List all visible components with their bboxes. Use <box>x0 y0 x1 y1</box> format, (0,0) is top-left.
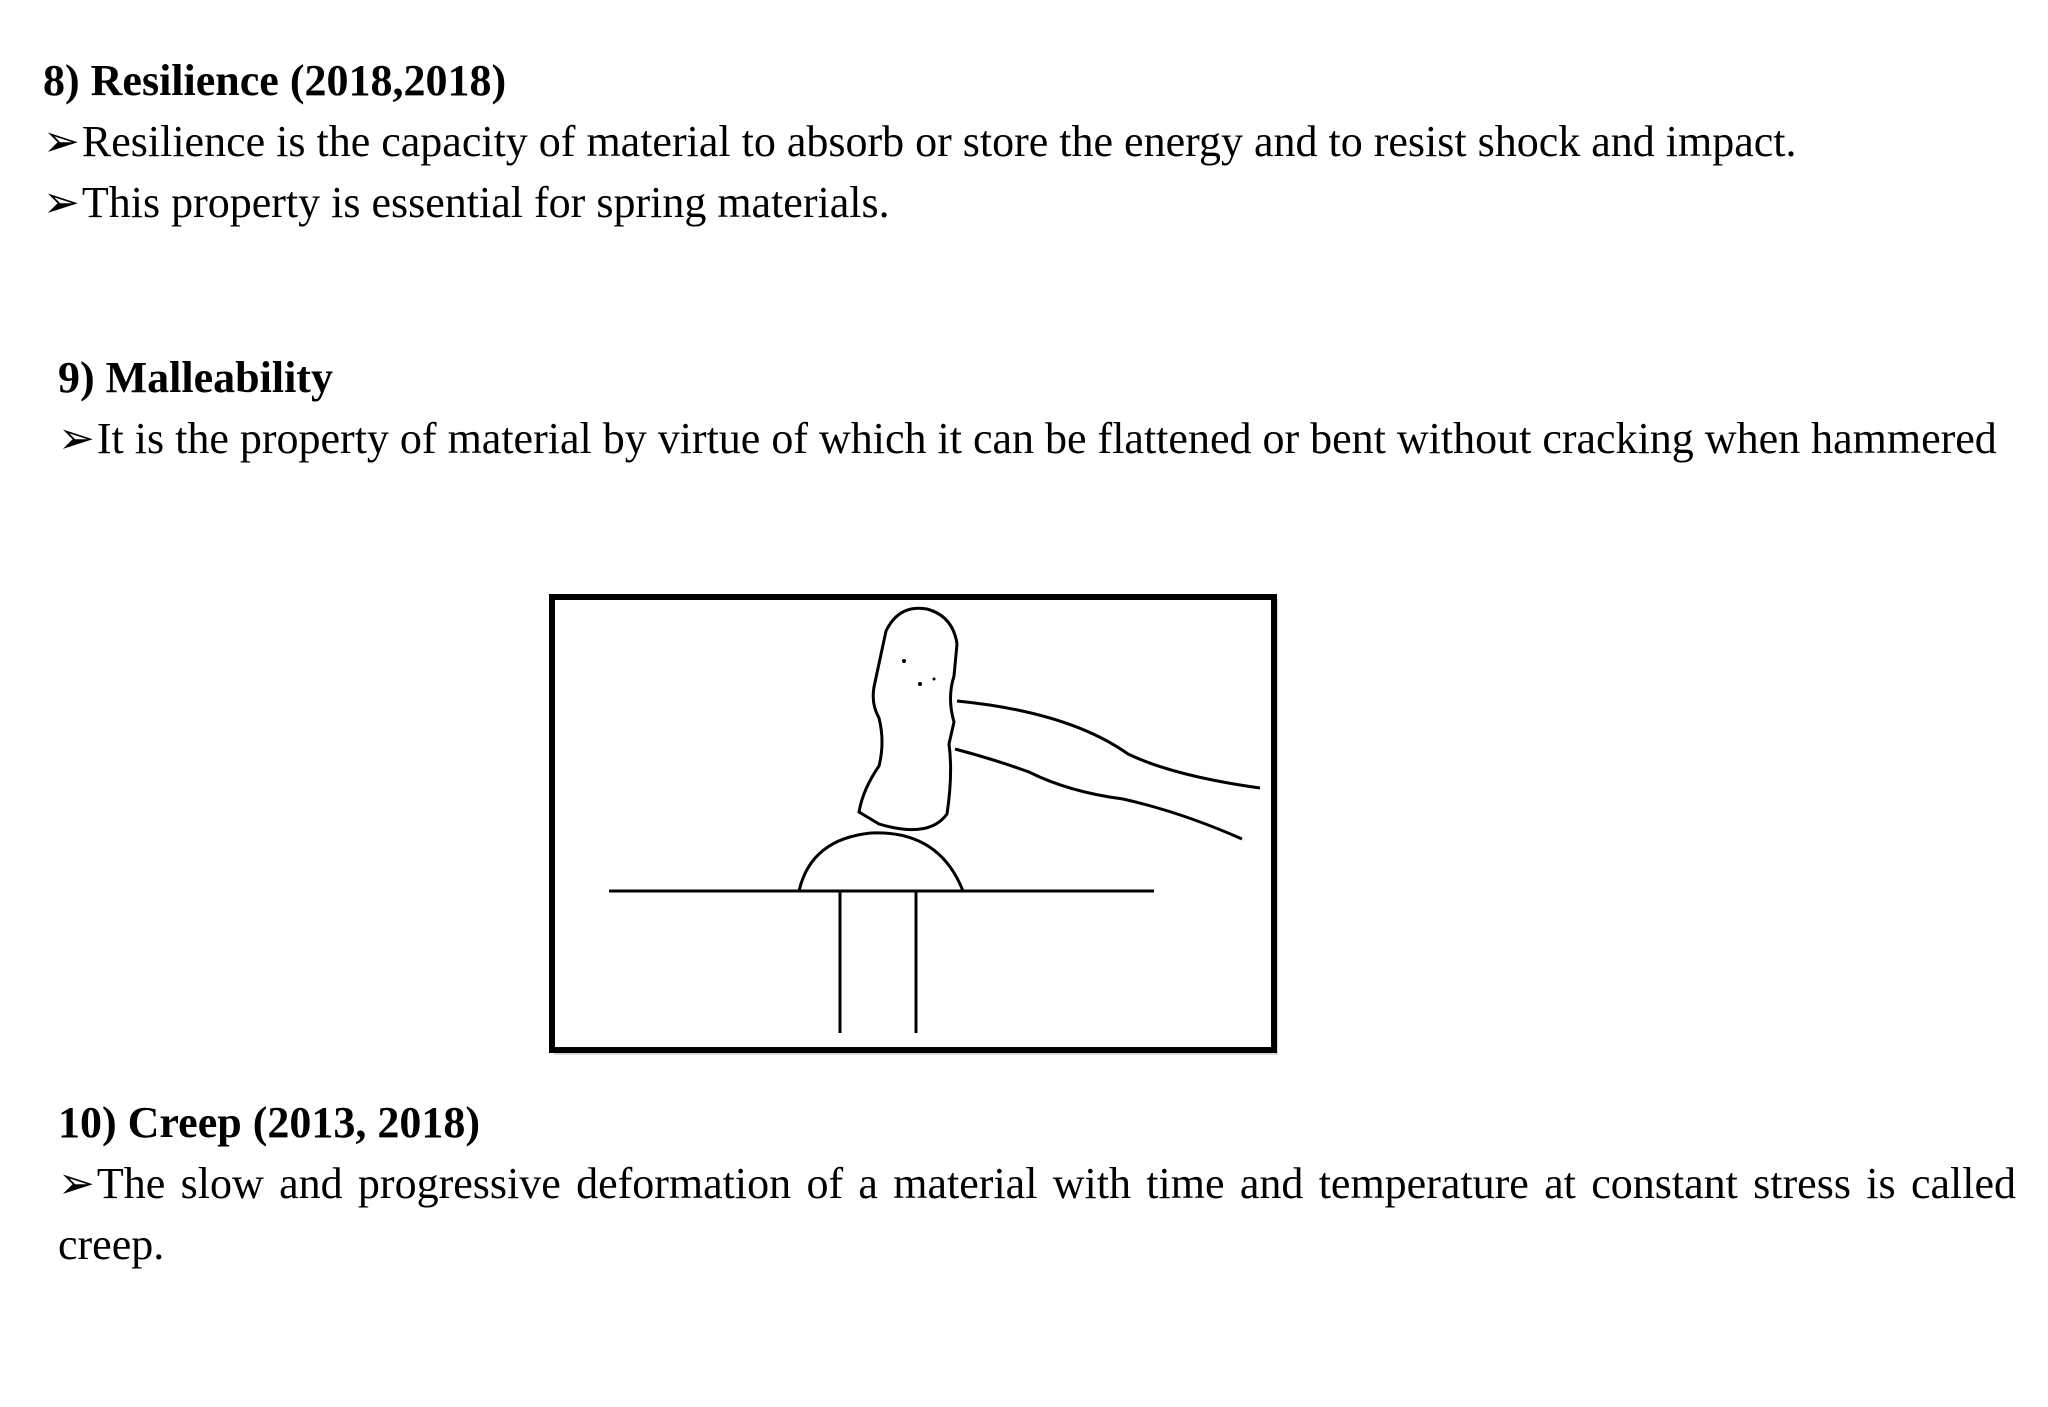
bullet-text: The slow and progressive deformation of a material with time and temperature at constant stress is called creep. <box>58 1159 2016 1269</box>
bullet-text: It is the property of material by virtue of which it can be flattened or bent without cracking when hammered <box>96 414 1997 463</box>
section-creep <box>58 1092 2016 1275</box>
section-malleability <box>58 347 2016 469</box>
bullet-arrow-icon: ➢ <box>43 178 80 227</box>
heading-resilience: 8) Resilience (2018,2018) <box>43 56 507 105</box>
hammer-icon <box>549 594 1280 1057</box>
hammer-on-anvil-figure <box>549 594 1280 1057</box>
bullet-text: Resilience is the capacity of material to absorb or store the energy and to resist shock and impact. <box>81 117 1797 166</box>
bullet-arrow-icon: ➢ <box>58 1159 95 1208</box>
heading-creep: 10) Creep (2013, 2018) <box>58 1098 480 1147</box>
section-resilience <box>43 50 1995 233</box>
bullet-text: This property is essential for spring materials. <box>81 178 890 227</box>
bullet-arrow-icon: ➢ <box>43 117 80 166</box>
heading-malleability: 9) Malleability <box>58 353 333 402</box>
bullet-arrow-icon: ➢ <box>58 414 95 463</box>
bullet-creep-definition <box>58 1153 2016 1275</box>
bullet-resilience-definition <box>43 111 1995 172</box>
bullet-resilience-spring <box>43 172 1995 233</box>
bullet-malleability-definition <box>58 408 2016 469</box>
